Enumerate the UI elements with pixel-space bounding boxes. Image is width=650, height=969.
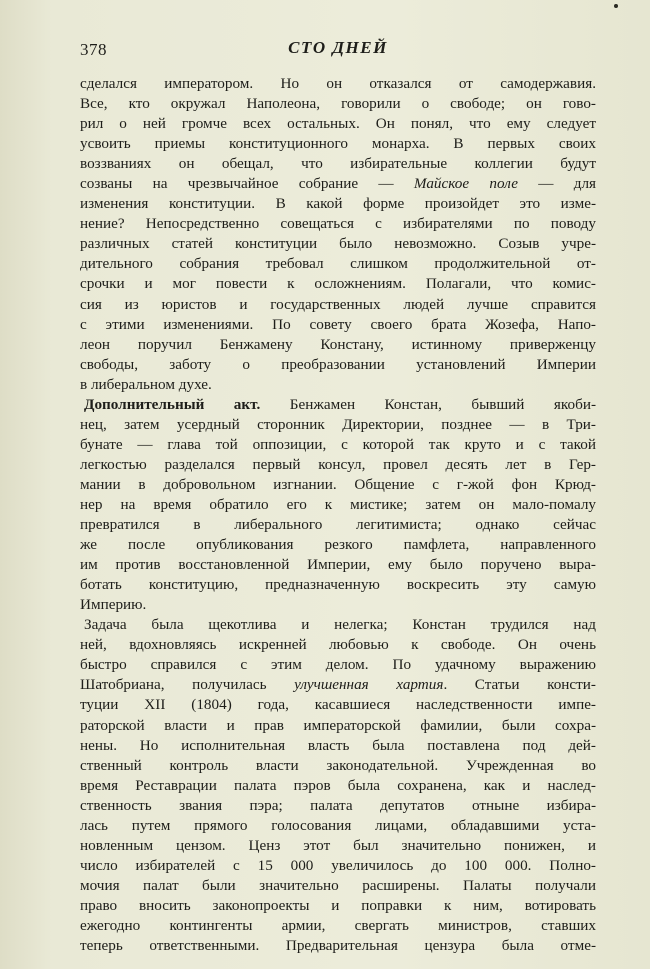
body-text — [80, 74, 596, 956]
text-line — [80, 575, 596, 595]
text-segment: мании в добровольном изгнании. Общение с г-жой фон Крюд- — [80, 475, 596, 493]
text-segment: в либеральном духе. — [80, 375, 212, 393]
text-line — [80, 776, 596, 796]
text-line — [80, 876, 596, 896]
text-segment: изменения конституции. В какой форме произойдет это изме- — [80, 195, 596, 213]
text-line — [80, 375, 596, 395]
text-line — [80, 695, 596, 715]
text-segment: воззваниях он обещал, что избирательные коллегии будут — [80, 155, 596, 173]
text-segment: ственность звания пэра; палата депутатов отныне избира- — [80, 796, 596, 814]
text-segment: созваны на чрезвычайное собрание — — [80, 175, 414, 193]
text-segment: лась путем прямого голосования лицами, обладавшими уста- — [80, 816, 596, 834]
emphasis-text: Майское поле — [413, 175, 518, 193]
text-line — [80, 74, 596, 94]
text-segment: Шатобриана, получилась — [80, 676, 295, 694]
text-line — [80, 254, 596, 274]
text-segment: — для — [517, 175, 596, 193]
text-line — [80, 455, 596, 475]
text-line — [80, 936, 596, 956]
text-line — [80, 435, 596, 455]
text-segment: туции XII (1804) года, касавшиеся наследственности импе- — [80, 696, 596, 714]
text-segment: число избирателей с 15 000 увеличилось до 100 000. Полно- — [80, 856, 596, 874]
text-line — [80, 315, 596, 335]
text-line — [80, 535, 596, 555]
text-line — [80, 716, 596, 736]
text-segment: ежегодно контингенты армии, свергать министров, ставших — [80, 916, 596, 934]
text-line — [80, 675, 596, 695]
text-line — [80, 94, 596, 114]
text-line — [80, 896, 596, 916]
text-line — [80, 495, 596, 515]
text-segment: им против восстановленной Империи, ему было поручено выра- — [80, 556, 596, 574]
text-segment: сия из юристов и государственных людей лучше справится — [80, 295, 596, 313]
text-line — [80, 816, 596, 836]
text-segment: с этими изменениями. По совету своего брата Жозефа, Напо- — [80, 315, 596, 333]
text-line — [80, 415, 596, 435]
section-heading: Дополнительный акт. — [84, 395, 261, 413]
text-line — [80, 655, 596, 675]
text-line — [80, 515, 596, 535]
text-segment: нер на время обратило его к мистике; затем он мало-помалу — [80, 495, 596, 513]
text-line — [80, 615, 596, 635]
text-line — [80, 836, 596, 856]
text-segment: нены. Но исполнительная власть была поставлена под дей- — [80, 736, 596, 754]
text-line — [80, 395, 596, 415]
text-segment: различных статей конституции было невозможно. Созыв учре- — [80, 235, 596, 253]
text-line — [80, 114, 596, 134]
text-line — [80, 134, 596, 154]
text-line — [80, 335, 596, 355]
text-segment: нение? Непосредственно совещаться с избирателями по поводу — [80, 215, 596, 233]
text-segment: же после опубликования резкого памфлета, направленного — [80, 536, 596, 554]
text-segment: теперь ответственными. Предварительная цензура была отме- — [80, 937, 596, 955]
text-line — [80, 174, 596, 194]
running-title: СТО ДНЕЙ — [288, 38, 388, 57]
text-segment: ней, вдохновляясь искренней любовью к свободе. Он очень — [80, 636, 596, 654]
text-segment: усвоить приемы конституционного монарха. В первых своих — [80, 135, 596, 153]
text-segment: нец, затем усердный сторонник Директории, позднее — в Три- — [80, 415, 596, 433]
text-line — [80, 736, 596, 756]
text-segment: сделался императором. Но он отказался от самодержавия. — [80, 75, 596, 92]
ink-speck — [614, 4, 618, 8]
text-segment: бунате — глава той оппозиции, с которой так круто и с такой — [80, 435, 596, 453]
text-line — [80, 796, 596, 816]
text-segment: дительного собрания требовал слишком продолжительной от- — [80, 255, 596, 273]
text-line — [80, 856, 596, 876]
text-line — [80, 916, 596, 936]
text-segment: рил о ней громче всех остальных. Он понял, что ему следует — [80, 115, 596, 133]
text-segment: свободы, заботу о преобразовании установлений Империи — [80, 355, 596, 373]
text-line — [80, 635, 596, 655]
text-line — [80, 355, 596, 375]
text-segment: . Статьи консти- — [443, 676, 596, 694]
page-number: 378 — [80, 40, 107, 59]
text-segment: раторской власти и прав императорской фамилии, были сохра- — [80, 716, 596, 734]
text-segment: быстро справился с этим делом. По удачному выражению — [80, 656, 596, 674]
text-segment: ственный контроль власти законодательной. Учрежденная во — [80, 756, 596, 774]
text-segment: превратился в либерального легитимиста; однако сейчас — [80, 516, 596, 534]
text-line — [80, 274, 596, 294]
page-header — [80, 38, 596, 62]
text-line — [80, 756, 596, 776]
text-line — [80, 555, 596, 575]
text-line — [80, 295, 596, 315]
text-segment: Бенжамен Констан, бывший якоби- — [260, 395, 596, 413]
text-segment: время Реставрации палата пэров была сохранена, как и наслед- — [80, 776, 596, 794]
text-line — [80, 214, 596, 234]
emphasis-text: улучшенная хартия — [294, 676, 444, 694]
text-segment: мочия палат были значительно расширены. Палаты получали — [80, 876, 596, 894]
text-line — [80, 234, 596, 254]
text-segment: леон поручил Бенжамену Констану, истинному приверженцу — [80, 335, 596, 353]
text-line — [80, 595, 596, 615]
text-segment: легкостью разделался первый консул, провел десять лет в Гер- — [80, 455, 596, 473]
text-segment: срочки и мог повести к осложнениям. Полагали, что комис- — [80, 275, 596, 293]
text-segment: Задача была щекотлива и нелегка; Констан трудился над — [84, 616, 596, 634]
text-segment: Империю. — [80, 596, 147, 614]
text-line — [80, 194, 596, 214]
text-segment: право вносить законопроекты и поправки к ним, вотировать — [80, 896, 596, 914]
text-line — [80, 154, 596, 174]
text-line — [80, 475, 596, 495]
text-segment: новленным цензом. Ценз этот был значительно понижен, и — [80, 836, 596, 854]
text-segment: Все, кто окружал Наполеона, говорили о свободе; он гово- — [80, 95, 596, 113]
text-segment: ботать конституцию, предназначенную воскресить эту самую — [80, 576, 596, 594]
